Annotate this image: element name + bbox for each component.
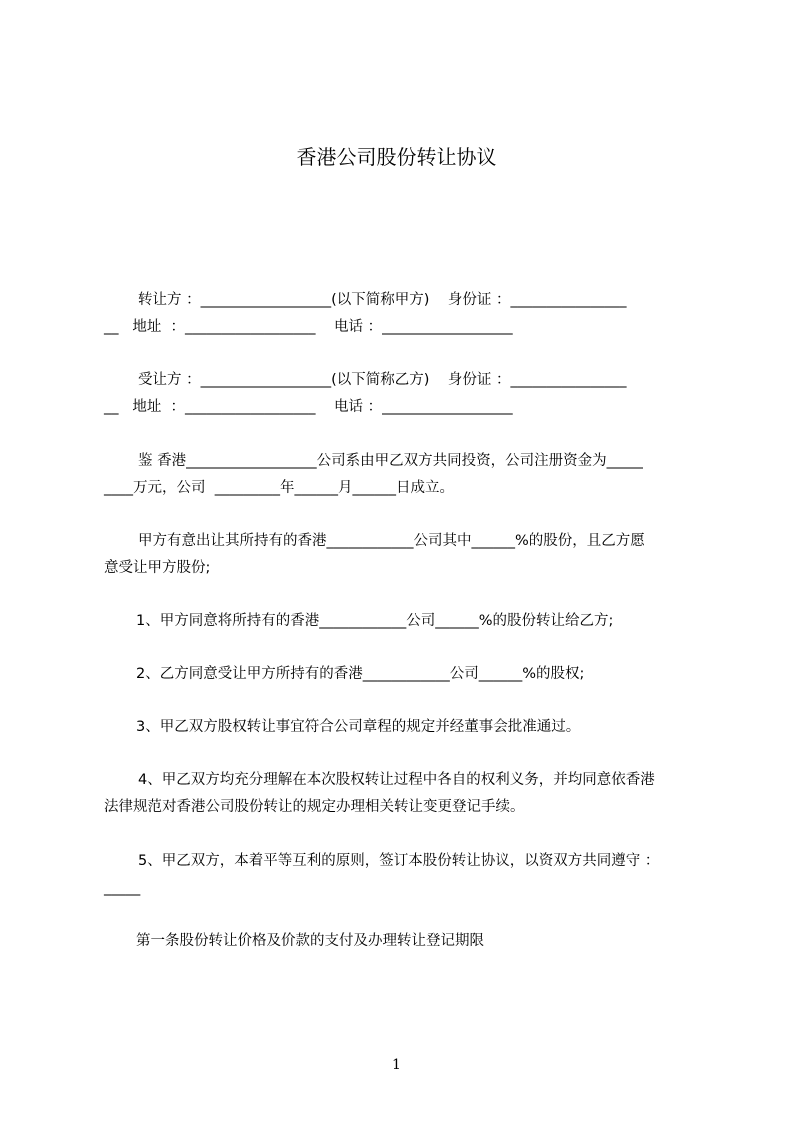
whereas-line-1: 鉴 香港__________________公司系由甲乙双方共同投资，公司注册资金为_____ [138,453,643,469]
transferor-address-line: __ 地址 ：__________________ 电话 ：__________________ [104,319,513,335]
article-1-heading: 第一条股份转让价格及价款的支付及办理转让登记期限 [136,933,484,949]
clause-4-line-2: 法律规范对香港公司股份转让的规定办理相关转让变更登记手续。 [104,799,525,815]
transferee-line: 受让方 ：__________________(以下简称乙方) 身份证 ：________________ [138,372,627,388]
clause-1: 1、甲方同意将所持有的香港____________公司______%的股份转让给乙方; [136,613,614,629]
intent-line-2: 意受让甲方股份; [104,560,211,576]
transferee-address-line: __ 地址 ：__________________ 电话 ：__________________ [104,399,513,415]
clause-4-line-1: 4、甲乙双方均充分理解在本次股权转让过程中各自的权利义务，并均同意依香港 [138,772,655,788]
clause-3: 3、甲乙双方股权转让事宜符合公司章程的规定并经董事会批准通过。 [136,719,581,735]
clause-5-line-1: 5、甲乙双方，本着平等互利的原则，签订本股份转让协议，以资双方共同遵守 ： [138,853,660,869]
whereas-line-2: ____万元，公司 _________年______月______日成立。 [104,480,454,496]
transferor-line: 转让方 ：__________________(以下简称甲方) 身份证 ：________________ [138,292,627,308]
clause-2: 2、乙方同意受让甲方所持有的香港____________公司______%的股权; [136,666,585,682]
page-number: 1 [392,1057,401,1073]
clause-5-line-2: _____ [104,880,141,896]
intent-line-1: 甲方有意出让其所持有的香港____________公司其中______%的股份，且乙方愿 [138,533,645,549]
document-title: 香港公司股份转让协议 [296,145,497,169]
